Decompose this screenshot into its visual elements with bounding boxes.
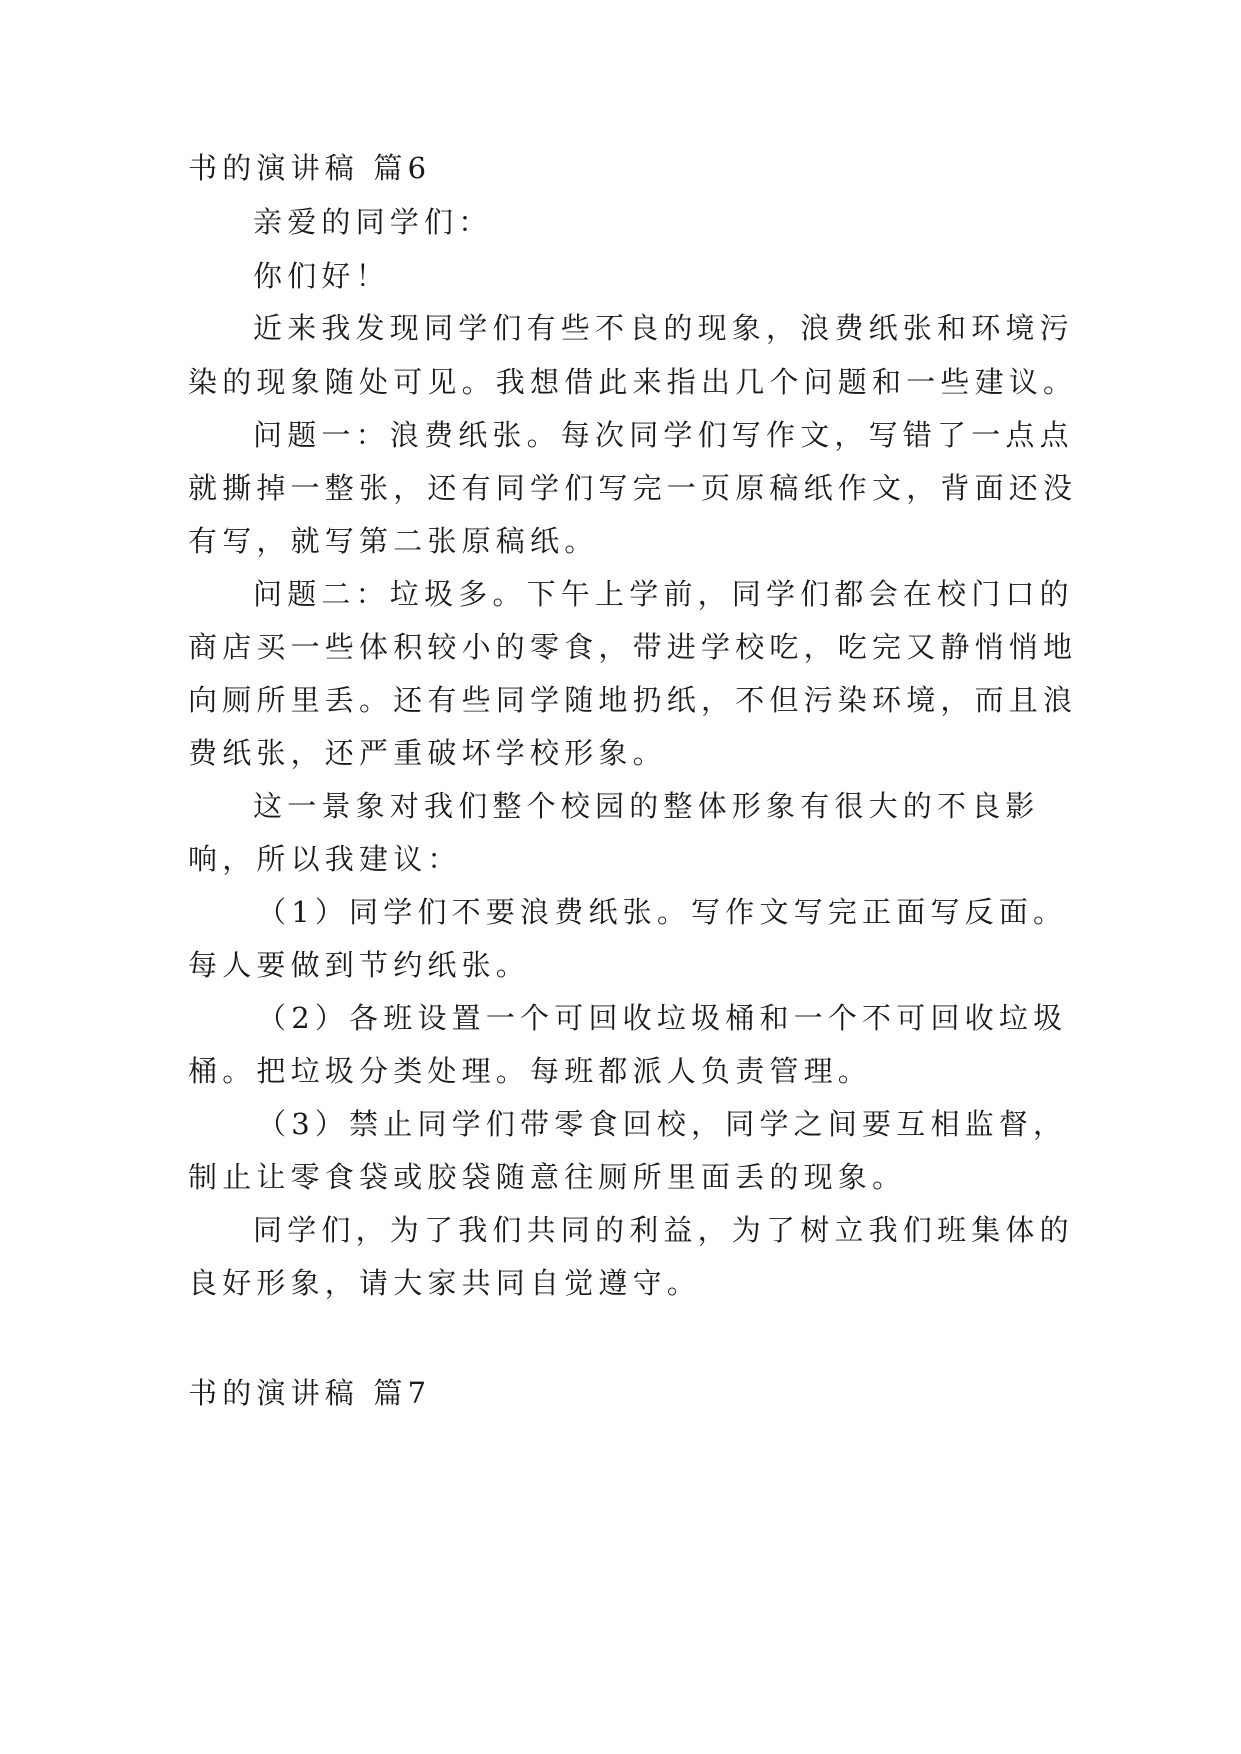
paragraph-line: 商店买一些体积较小的零食，带进学校吃，吃完又静悄悄地	[188, 630, 1078, 664]
list-item-line: 桶。把垃圾分类处理。每班都派人负责管理。	[188, 1054, 873, 1088]
paragraph-line: 响，所以我建议：	[188, 842, 462, 876]
paragraph-line: 向厕所里丢。还有些同学随地扔纸，不但污染环境，而且浪	[188, 683, 1078, 717]
paragraph-line: 同学们，为了我们共同的利益，为了树立我们班集体的	[253, 1213, 1074, 1247]
list-item-line: （2）各班设置一个可回收垃圾桶和一个不可回收垃圾	[257, 1001, 1068, 1035]
greeting: 你们好！	[253, 259, 390, 293]
paragraph-line: 就撕掉一整张，还有同学们写完一页原稿纸作文，背面还没	[188, 471, 1078, 505]
list-item-line: （3）禁止同学们带零食回校，同学之间要互相监督，	[257, 1107, 1068, 1141]
paragraph-line: 染的现象随处可见。我想借此来指出几个问题和一些建议。	[188, 365, 1078, 399]
paragraph-line: 问题二：垃圾多。下午上学前，同学们都会在校门口的	[253, 577, 1074, 611]
paragraph-line: 这一景象对我们整个校园的整体形象有很大的不良影	[253, 789, 1040, 823]
section-heading-7: 书的演讲稿 篇7	[188, 1376, 432, 1410]
list-item-line: 每人要做到节约纸张。	[188, 948, 531, 982]
list-item-line: （1）同学们不要浪费纸张。写作文写完正面写反面。	[257, 895, 1068, 929]
section-heading-6: 书的演讲稿 篇6	[188, 151, 432, 185]
paragraph-line: 费纸张，还严重破坏学校形象。	[188, 736, 667, 770]
paragraph-line: 有写，就写第二张原稿纸。	[188, 524, 599, 558]
list-item-line: 制止让零食袋或胶袋随意往厕所里面丢的现象。	[188, 1160, 907, 1194]
paragraph-line: 问题一：浪费纸张。每次同学们写作文，写错了一点点	[253, 418, 1074, 452]
paragraph-line: 近来我发现同学们有些不良的现象，浪费纸张和环境污	[253, 311, 1074, 345]
paragraph-line: 良好形象，请大家共同自觉遵守。	[188, 1266, 702, 1300]
salutation: 亲爱的同学们：	[253, 205, 493, 239]
